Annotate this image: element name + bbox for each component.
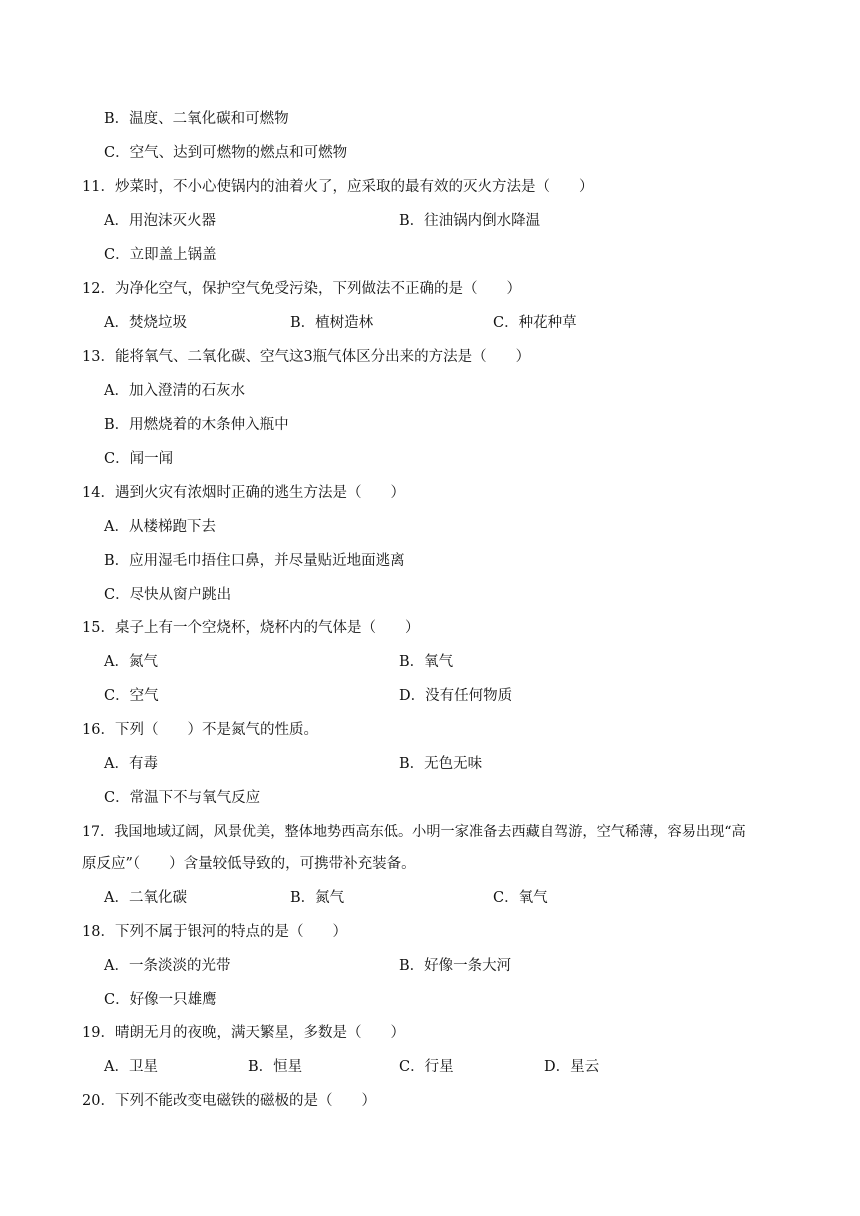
option-a: A．从楼梯跑下去 — [104, 519, 216, 535]
question-16-stem: 16．下列（ ）不是氮气的性质。 — [82, 722, 318, 738]
option-b: B．应用湿毛巾捂住口鼻，并尽量贴近地面逃离 — [104, 553, 405, 569]
question-15-stem: 15．桌子上有一个空烧杯，烧杯内的气体是（ ） — [82, 620, 420, 636]
option-a: A．氮气 — [104, 654, 158, 670]
option-a: A．加入澄清的石灰水 — [104, 383, 245, 399]
option-a: A．焚烧垃圾 — [104, 315, 187, 331]
question-17-stem-line-1: 17．我国地域辽阔，风景优美，整体地势西高东低。小明一家准备去西藏自驾游，空气稀薄，容易出现“高 — [82, 824, 746, 840]
option-d: D．没有任何物质 — [399, 688, 513, 704]
option-c: C．好像一只雄鹰 — [104, 992, 217, 1008]
question-12-stem: 12．为净化空气，保护空气免受污染，下列做法不正确的是（ ） — [82, 281, 521, 297]
question-18-stem: 18．下列不属于银河的特点的是（ ） — [82, 924, 347, 940]
option-c: C．空气 — [104, 688, 159, 704]
option-b: B．往油锅内倒水降温 — [399, 213, 541, 229]
question-19-stem: 19．晴朗无月的夜晚，满天繁星，多数是（ ） — [82, 1025, 405, 1041]
question-13-stem: 13．能将氧气、二氧化碳、空气这3瓶气体区分出来的方法是（ ） — [82, 349, 531, 365]
option-a: A．二氧化碳 — [104, 890, 187, 906]
option-b: B．恒星 — [248, 1059, 303, 1075]
option-b: B．好像一条大河 — [399, 958, 512, 974]
option-a: A．卫星 — [104, 1059, 158, 1075]
question-20-stem: 20．下列不能改变电磁铁的磁极的是（ ） — [82, 1093, 376, 1109]
option-c: C．闻一闻 — [104, 451, 174, 467]
question-11-stem: 11．炒菜时，不小心使锅内的油着火了，应采取的最有效的灭火方法是（ ） — [82, 179, 594, 195]
option-c: C．立即盖上锅盖 — [104, 247, 217, 263]
question-17-stem-line-2: 原反应”（ ）含量较低导致的，可携带补充装备。 — [82, 856, 416, 872]
option-b: B．温度、二氧化碳和可燃物 — [104, 111, 289, 127]
option-c: C．行星 — [399, 1059, 454, 1075]
option-b: B．氮气 — [290, 890, 345, 906]
option-d: D．星云 — [544, 1059, 600, 1075]
option-c: C．常温下不与氧气反应 — [104, 790, 261, 806]
option-c: C．空气、达到可燃物的燃点和可燃物 — [104, 145, 348, 161]
option-c: C．尽快从窗户跳出 — [104, 587, 232, 603]
option-b: B．无色无味 — [399, 756, 483, 772]
option-a: A．一条淡淡的光带 — [104, 958, 231, 974]
option-c: C．氧气 — [493, 890, 548, 906]
option-a: A．有毒 — [104, 756, 158, 772]
option-b: B．氧气 — [399, 654, 454, 670]
question-14-stem: 14．遇到火灾有浓烟时正确的逃生方法是（ ） — [82, 485, 405, 501]
option-a: A．用泡沫灭火器 — [104, 213, 216, 229]
option-b: B．用燃烧着的木条伸入瓶中 — [104, 417, 289, 433]
option-b: B．植树造林 — [290, 315, 374, 331]
option-c: C．种花种草 — [493, 315, 577, 331]
